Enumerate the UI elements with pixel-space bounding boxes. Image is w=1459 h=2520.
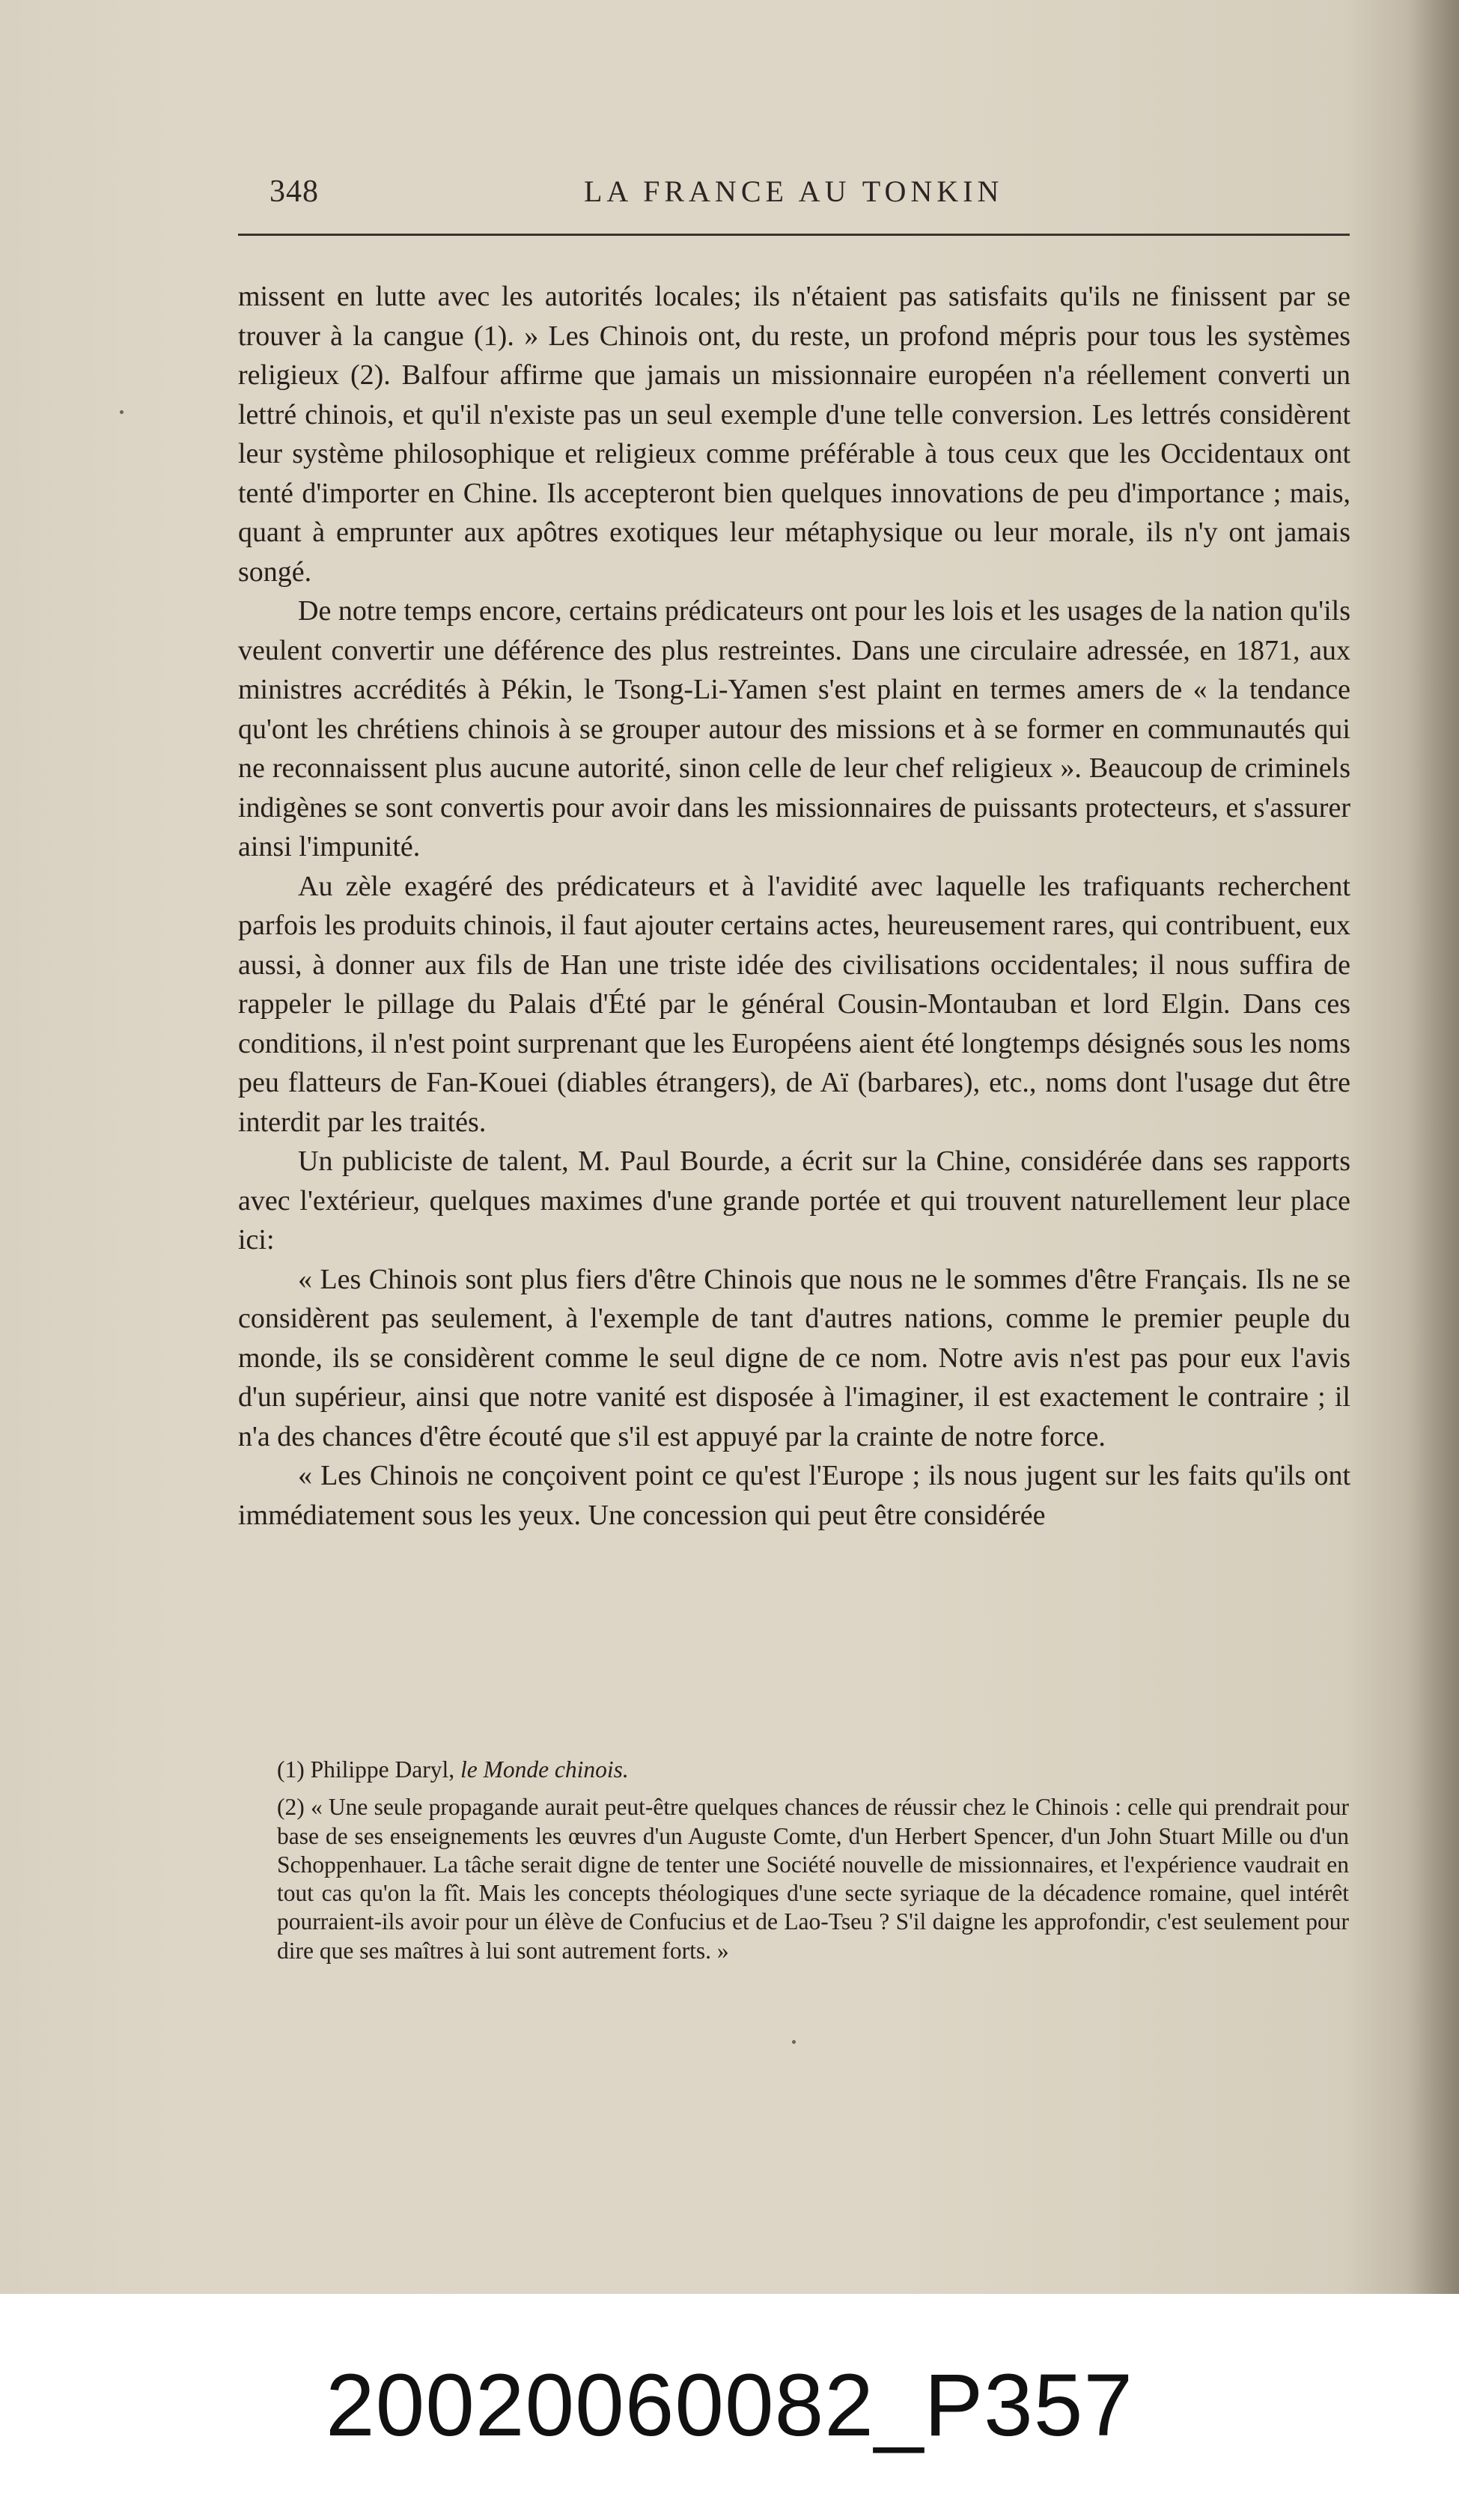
page-number: 348 [269,174,319,209]
quote-paragraph: « Les Chinois ne conçoivent point ce qu'est l'Europe ; ils nous jugent sur les faits qu'ils ont immédiatement sous les yeux. Une concession qui peut être considérée [238,1460,1350,1531]
footnote-author: Philippe Daryl, [310,1756,455,1783]
main-text [238,277,1350,1535]
running-header [240,174,1347,219]
paragraph: Un publiciste de talent, M. Paul Bourde, a écrit sur la Chine, considérée dans ses rapports avec l'extérieur, quelques maximes d'une grande portée et qui trouvent naturellement leur place ici: [238,1145,1350,1256]
running-title: LA FRANCE AU TONKIN [584,174,1004,208]
footnote-2: (2) « Une seule propagande aurait peut-être quelques chances de réussir chez le Chinois : celle qui prendrait pour base de ses enseignements les œuvres d'un Auguste Comte, d'un Herbert Spencer, d'un John Stuart Mille ou d'un Schoppenhauer. La tâche serait digne de tenter une Société nouvelle de missionnaires, et l'expérience vaudrait en tout cas qu'on la fît. Mais les concepts théologiques d'une secte syriaque de la décadence romaine, quel intérêt pourraient-ils avoir pour un élève de Confucius et de Lao-Tseu ? S'il daigne les approfondir, c'est seulement pour dire que ses maîtres à lui sont autrement forts. » [277,1794,1349,1964]
paragraph: Au zèle exagéré des prédicateurs et à l'avidité avec laquelle les trafiquants recherchent parfois les produits chinois, il faut ajouter certains actes, heureusement rares, qui contribuent, eux aussi, à donner aux fils de Han une triste idée des civilisations occidentales; il nous suffira de rappeler le pillage du Palais d'Été par le général Cousin-Montauban et lord Elgin. Dans ces conditions, il n'est point surprenant que les Européens aient été longtemps désignés sous les noms peu flatteurs de Fan-Kouei (diables étrangers), de Aï (barbares), etc., noms dont l'usage dut être interdit par les traités. [238,870,1350,1138]
header-rule [238,234,1350,236]
footnotes [277,1756,1349,1974]
paragraph: missent en lutte avec les autorités locales; ils n'étaient pas satisfaits qu'ils ne finissent par se trouver à la cangue (1). » Les Chinois ont, du reste, un profond mépris pour tous les systèmes religieux (2). Balfour affirme que jamais un missionnaire européen n'a réellement converti un lettré chinois, et qu'il n'existe pas un seul exemple d'une telle conversion. Les lettrés considèrent leur système philosophique et religieux comme préférable à tous ceux que les Occidentaux ont tenté d'importer en Chine. Ils accepteront bien quelques innovations de peu d'importance ; mais, quant à emprunter aux apôtres exotiques leur métaphysique ou leur morale, ils n'y ont jamais songé. [238,281,1350,588]
paper-speck [120,410,124,414]
paper-speck [792,2040,796,2044]
scan-identifier: 20020060082_P357 [325,2356,1134,2455]
footnote-title: le Monde chinois. [460,1756,629,1783]
footnote-1 [277,1756,1349,1784]
footnote-mark: (1) [277,1756,305,1783]
paragraph: De notre temps encore, certains prédicateurs ont pour les lois et les usages de la nation qu'ils veulent convertir une déférence des plus restreintes. Dans une circulaire adressée, en 1871, aux ministres accrédités à Pékin, le Tsong-Li-Yamen s'est plaint en termes amers de « la tendance qu'ont les chrétiens chinois à se grouper autour des missions et à se former en communautés qui ne reconnaissent plus aucune autorité, sinon celle de leur chef religieux ». Beaucoup de criminels indigènes se sont convertis pour avoir dans les missionnaires de puissants protecteurs, et s'assurer ainsi l'impunité. [238,595,1350,862]
quote-paragraph: « Les Chinois sont plus fiers d'être Chinois que nous ne le sommes d'être Français. Ils ne se considèrent pas seulement, à l'exemple de tant d'autres nations, comme le premier peuple du monde, ils se considèrent comme le seul digne de ce nom. Notre avis n'est pas pour eux l'avis d'un supérieur, ainsi que notre vanité est disposée à l'imaginer, il est exactement le contraire ; il n'a des chances d'être écouté que s'il est appuyé par la crainte de notre force. [238,1263,1350,1452]
